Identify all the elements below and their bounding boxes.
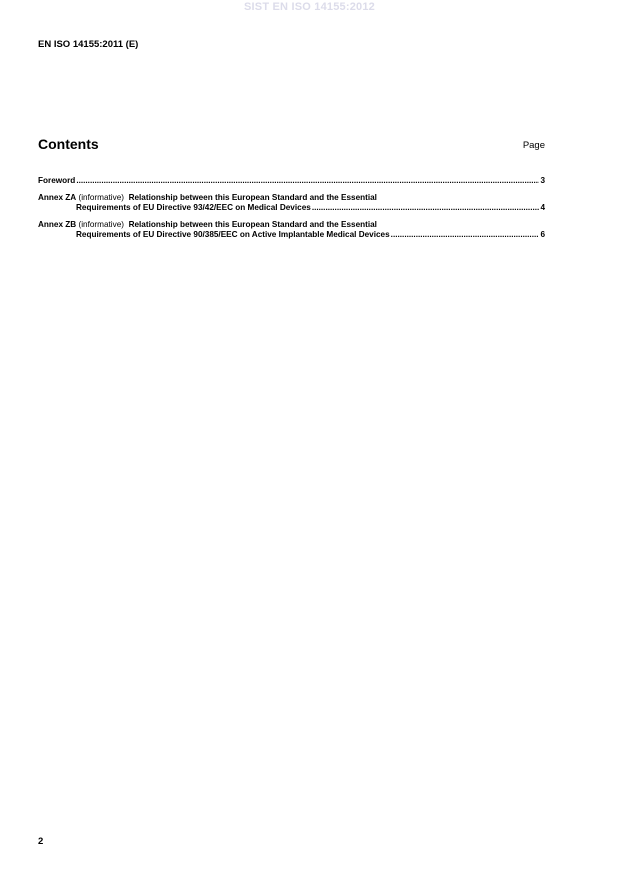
toc-entry-foreword[interactable] xyxy=(38,176,545,186)
toc-entry-label: Foreword xyxy=(38,176,76,185)
toc-annex-type: (informative) xyxy=(78,193,124,202)
page-number: 2 xyxy=(38,836,44,847)
dot-leader xyxy=(312,203,540,213)
toc-line xyxy=(38,220,545,230)
dot-leader xyxy=(76,176,539,186)
document-identifier: EN ISO 14155:2011 (E) xyxy=(38,39,139,50)
toc-annex-label: Annex ZB xyxy=(38,220,77,229)
toc-line xyxy=(38,193,545,203)
toc-line xyxy=(38,176,545,186)
toc-line xyxy=(38,203,545,213)
table-of-contents xyxy=(38,176,545,247)
toc-annex-label: Annex ZA xyxy=(38,193,77,202)
toc-entry-annex-zb[interactable] xyxy=(38,220,545,240)
watermark: SIST EN ISO 14155:2012 xyxy=(244,1,375,13)
dot-leader xyxy=(391,230,540,240)
toc-line xyxy=(38,230,545,240)
toc-annex-title-line2: Requirements of EU Directive 90/385/EEC on Active Implantable Medical Devices xyxy=(76,230,390,239)
toc-annex-type: (informative) xyxy=(78,220,124,229)
page-column-label: Page xyxy=(522,140,545,151)
toc-annex-title-line1: Relationship between this European Standard and the Essential xyxy=(128,220,377,229)
toc-page-number: 6 xyxy=(540,230,545,239)
toc-annex-title-line2: Requirements of EU Directive 93/42/EEC on Medical Devices xyxy=(76,203,311,212)
toc-entry-annex-za[interactable] xyxy=(38,193,545,213)
toc-page-number: 3 xyxy=(540,176,545,185)
toc-page-number: 4 xyxy=(540,203,545,212)
contents-heading: Contents xyxy=(38,136,99,152)
toc-annex-title-line1: Relationship between this European Standard and the Essential xyxy=(128,193,377,202)
